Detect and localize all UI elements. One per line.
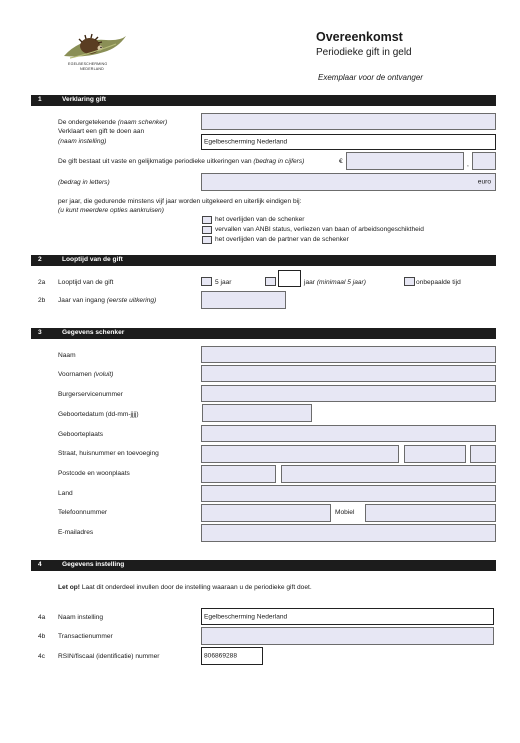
name-field[interactable] <box>201 346 496 363</box>
row-number-2a: 2a <box>38 279 46 286</box>
addition-field[interactable] <box>470 445 496 463</box>
birthdate-label: Geboortedatum (dd-mm-jjjj) <box>58 411 139 418</box>
option-anbi-checkbox[interactable] <box>202 226 212 234</box>
street-field[interactable] <box>201 445 399 463</box>
logo-line1: EGELBESCHERMING <box>68 62 108 66</box>
currency-symbol: € <box>339 158 343 165</box>
document-title: Overeenkomst <box>316 30 403 44</box>
decimal-separator: , <box>467 161 469 168</box>
start-year-field[interactable] <box>201 291 286 309</box>
section-title: Gegevens schenker <box>62 329 125 336</box>
section-4-header <box>31 560 496 571</box>
firstnames-label: Voornamen (voluit) <box>58 371 114 378</box>
duration-indefinite-label: onbepaalde tijd <box>416 279 461 286</box>
institution-name-field[interactable]: Egelbescherming Nederland <box>201 134 496 150</box>
section-3-header <box>31 328 496 339</box>
country-field[interactable] <box>201 485 496 502</box>
section-2-header <box>31 255 496 266</box>
country-label: Land <box>58 490 73 497</box>
section-1-header <box>31 95 496 106</box>
postcode-label: Postcode en woonplaats <box>58 470 130 477</box>
amount-digits-field[interactable] <box>346 152 464 170</box>
house-number-field[interactable] <box>404 445 466 463</box>
duration-years-field[interactable] <box>278 270 301 287</box>
birthplace-label: Geboorteplaats <box>58 431 104 438</box>
rsin-value[interactable]: 806869288 <box>201 647 263 665</box>
birthplace-field[interactable] <box>201 425 496 442</box>
amount-letters-label: (bedrag in letters) <box>58 179 110 186</box>
row-number-4b: 4b <box>38 633 46 640</box>
bsn-field[interactable] <box>201 385 496 402</box>
hedgehog-logo-icon <box>60 28 130 62</box>
bsn-label: Burgerservicenummer <box>58 391 123 398</box>
section-number: 4 <box>38 561 42 568</box>
phone-field[interactable] <box>201 504 331 522</box>
name-label: Naam <box>58 352 76 359</box>
document-subtitle: Periodieke gift in geld <box>316 47 412 58</box>
mobile-label: Mobiel <box>335 509 355 516</box>
amount-cents-field[interactable] <box>472 152 496 170</box>
duration-5-years-checkbox[interactable] <box>201 277 212 286</box>
email-field[interactable] <box>201 524 496 542</box>
undersigned-label: De ondergetekende (naam schenker) <box>58 119 168 126</box>
copy-note: Exemplaar voor de ontvanger <box>318 73 423 82</box>
email-label: E-mailadres <box>58 529 94 536</box>
multiple-hint: (u kunt meerdere opties aankruisen) <box>58 207 164 214</box>
ends-text: per jaar, die gedurende minstens vijf jaar worden uitgekeerd en uiterlijk eindigen bij: <box>58 198 302 205</box>
birthdate-field[interactable] <box>202 404 312 422</box>
street-label: Straat, huisnummer en toevoeging <box>58 450 159 457</box>
duration-5-years-label: 5 jaar <box>215 279 232 286</box>
option-anbi-label: vervallen van ANBI status, verliezen van baan of arbeidsongeschiktheid <box>215 226 424 233</box>
declares-label: Verklaart een gift te doen aan <box>58 128 145 135</box>
duration-label: Looptijd van de gift <box>58 279 114 286</box>
option-death-partner-label: het overlijden van de partner van de schenker <box>215 236 349 243</box>
row-number-4a: 4a <box>38 614 46 621</box>
option-death-partner-checkbox[interactable] <box>202 236 212 244</box>
row-number-4c: 4c <box>38 653 45 660</box>
duration-indefinite-checkbox[interactable] <box>404 277 415 286</box>
amount-label: De gift bestaat uit vaste en gelijkmatige periodieke uitkeringen van (bedrag in cijfers) <box>58 158 305 165</box>
section-title: Looptijd van de gift <box>62 256 123 263</box>
logo <box>60 28 130 78</box>
postcode-field[interactable] <box>201 465 276 483</box>
section-number: 3 <box>38 329 42 336</box>
institution-hint: (naam instelling) <box>58 138 107 145</box>
amount-letters-field[interactable]: euro <box>201 173 496 191</box>
logo-line2: NEDERLAND <box>80 67 104 71</box>
option-death-donor-checkbox[interactable] <box>202 216 212 224</box>
donor-name-field[interactable] <box>201 113 496 130</box>
transaction-number-field[interactable] <box>201 627 494 645</box>
section-title: Gegevens instelling <box>62 561 125 568</box>
section-title: Verklaring gift <box>62 96 106 103</box>
institution-name-value[interactable]: Egelbescherming Nederland <box>201 608 494 625</box>
section-number: 2 <box>38 256 42 263</box>
start-year-label: Jaar van ingang (eerste uitkering) <box>58 297 157 304</box>
institution-name-label: Naam instelling <box>58 614 104 621</box>
city-field[interactable] <box>281 465 496 483</box>
mobile-field[interactable] <box>365 504 496 522</box>
duration-custom-label: jaar (minimaal 5 jaar) <box>304 279 366 286</box>
duration-custom-checkbox[interactable] <box>265 277 276 286</box>
row-number-2b: 2b <box>38 297 46 304</box>
section-4-note: Let op! Laat dit onderdeel invullen door de instelling waaraan u de periodieke gift doet. <box>58 584 312 591</box>
section-number: 1 <box>38 96 42 103</box>
transaction-number-label: Transactienummer <box>58 633 113 640</box>
phone-label: Telefoonnummer <box>58 509 108 516</box>
rsin-label: RSIN/fiscaal (identificatie) nummer <box>58 653 160 660</box>
option-death-donor-label: het overlijden van de schenker <box>215 216 305 223</box>
firstnames-field[interactable] <box>201 365 496 382</box>
